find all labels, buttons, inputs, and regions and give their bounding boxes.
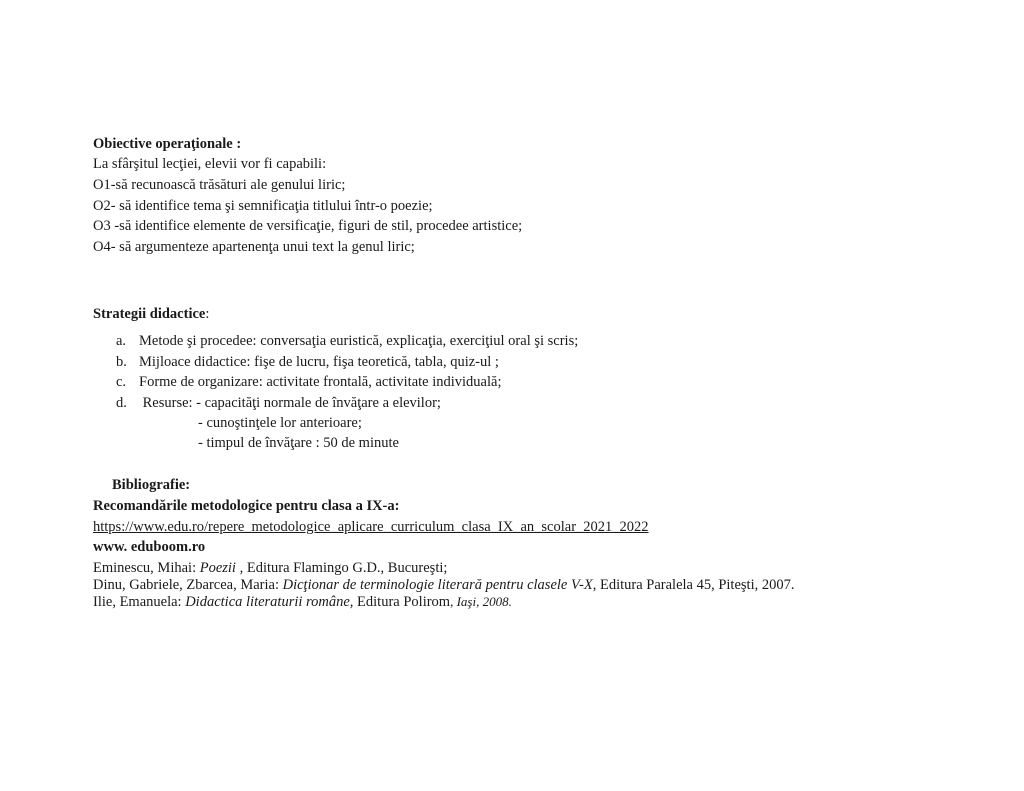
list-item-text: Mijloace didactice: fişe de lucru, fişa teoretică, tabla, quiz-ul ;	[139, 354, 499, 370]
entry-publisher: Editura Flamingo G.D., Bucureşti;	[246, 560, 448, 576]
objective-item: O3 -să identifice elemente de versificaţie, figuri de stil, procedee artistice;	[93, 218, 523, 234]
objective-item: O1-să recunoască trăsături ale genului liric;	[93, 177, 346, 193]
recommendations-link-line	[93, 517, 649, 537]
objective-item: O4- să argumenteze apartenenţa unui text la genul liric;	[93, 239, 415, 255]
objective-item: O2- să identifice tema şi semnificaţia titlului într-o poezie;	[93, 198, 433, 214]
entry-title: Poezii ,	[199, 560, 247, 576]
site-reference: www. eduboom.ro	[93, 539, 206, 555]
recommendations-title: Recomandările metodologice pentru clasa a IX-a:	[93, 498, 400, 514]
strategies-heading-line	[93, 304, 209, 324]
resources-continued: - cunoştinţele lor anterioare;	[198, 415, 362, 431]
list-item-text: Metode şi procedee: conversaţia euristică, explicaţia, exerciţiul oral şi scris;	[139, 333, 579, 349]
entry-place-year: , Iaşi, 2008.	[450, 594, 512, 609]
strategies-heading: Strategii didactice	[93, 306, 206, 322]
strategy-list-item	[0, 331, 1024, 351]
bibliography-heading: Bibliografie:	[112, 477, 191, 493]
list-item-text: Resurse: - capacităţi normale de învăţare a elevilor;	[139, 395, 441, 411]
strategies-heading-suffix: :	[205, 306, 210, 322]
list-marker: d.	[116, 395, 127, 411]
entry-author: Dinu, Gabriele, Zbarcea, Maria:	[93, 577, 283, 593]
list-item-text: Forme de organizare: activitate frontală, activitate individuală;	[139, 374, 502, 390]
entry-title: Dicţionar de terminologie literară pentru clasele V-X	[282, 577, 593, 593]
bibliography-entry	[93, 592, 512, 612]
strategy-list-item	[0, 352, 1024, 372]
entry-author: Ilie, Emanuela:	[93, 594, 186, 610]
objectives-heading: Obiective operaţionale :	[93, 136, 242, 152]
entry-publisher: , Editura Paralela 45, Piteşti, 2007.	[592, 577, 795, 593]
objectives-intro: La sfârşitul lecţiei, elevii vor fi capabili:	[93, 156, 327, 172]
list-marker: b.	[116, 354, 127, 370]
list-marker: c.	[116, 374, 127, 390]
entry-title: Didactica literaturii române,	[185, 594, 354, 610]
resources-continued: - timpul de învăţare : 50 de minute	[198, 435, 399, 451]
strategy-list-item	[0, 372, 1024, 392]
entry-author: Eminescu, Mihai:	[93, 560, 200, 576]
entry-publisher: Editura Polirom	[353, 594, 451, 610]
list-marker: a.	[116, 333, 127, 349]
strategy-list-item	[0, 393, 1024, 413]
recommendations-link[interactable]: https://www.edu.ro/repere_metodologice_aplicare_curriculum_clasa_IX_an_scolar_2021_2022	[93, 519, 649, 535]
